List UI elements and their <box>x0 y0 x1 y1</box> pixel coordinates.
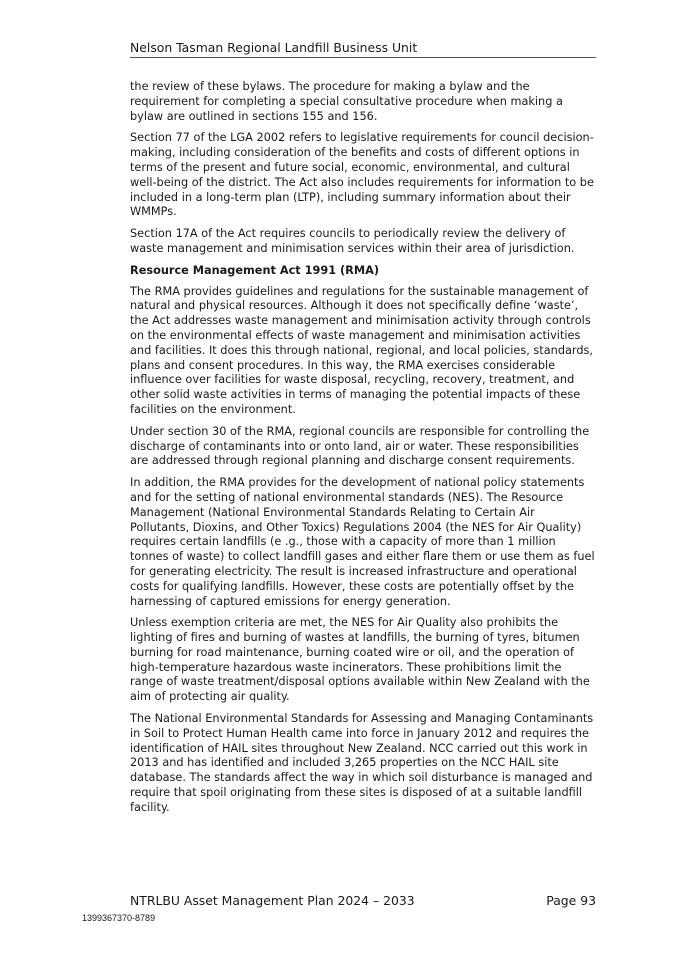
page-header <box>130 40 596 58</box>
header-title: Nelson Tasman Regional Landfill Business Unit <box>130 40 418 55</box>
document-body <box>130 80 596 823</box>
paragraph-air-quality: Unless exemption criteria are met, the NES for Air Quality also prohibits the lighting of fires and burning of wastes at landfills, the burning of tyres, bitumen burning for road maintenance, burning coated wire or oil, and the operation of high-temperature hazardous waste incinerators. These prohibitions limit the range of waste treatment/disposal options available within New Zealand with the aim of protecting air quality. <box>130 616 590 704</box>
page-footer <box>130 893 596 909</box>
paragraph-nes: In addition, the RMA provides for the development of national policy statements and for the setting of national environmental standards (NES). The Resource Management (National Environmental Standards Relating to Certain Air Pollutants, Dioxins, and Other Toxics) Regulations 2004 (the NES for Air Quality) requires certain landfills (e .g., those with a capacity of more than 1 million tonnes of waste) to collect landfill gases and either flare them or use them as fuel for generating electricity. The result is increased infrastructure and operational costs for qualifying landfills. However, these costs are potentially offset by the harnessing of captured emissions for energy generation. <box>130 476 595 608</box>
document-id: 1399367370-8789 <box>82 913 156 923</box>
paragraph-section-17a: Section 17A of the Act requires councils to periodically review the delivery of waste management and minimisation services within their area of jurisdiction. <box>130 227 575 255</box>
paragraph-section-30: Under section 30 of the RMA, regional councils are responsible for controlling the discharge of contaminants into or onto land, air or water. These responsibilities are addressed through regional planning and discharge consent requirements. <box>130 424 590 468</box>
paragraph-contaminants-soil: The National Environmental Standards for Assessing and Managing Contaminants in Soil to Protect Human Health came into force in January 2012 and requires the identification of HAIL sites throughout New Zealand. NCC carried out this work in 2013 and has identified and included 3,265 properties on the NCC HAIL site database. The standards affect the way in which soil disturbance is managed and require that spoil originating from these sites is disposed of at a suitable landfill facility. <box>130 712 594 814</box>
paragraph-rma-overview: The RMA provides guidelines and regulations for the sustainable management of natural and physical resources. Although it does not specifically define ‘waste’, the Act addresses waste management and minimisation activity through controls on the environmental effects of waste management and minimisation activities and facilities. It does this through national, regional, and local policies, standards, plans and consent procedures. In this way, the RMA exercises considerable influence over facilities for waste disposal, recycling, recovery, treatment, and other solid waste activities in terms of managing the potential impacts of these facilities on the environment. <box>130 284 594 416</box>
section-heading-rma: Resource Management Act 1991 (RMA) <box>130 263 379 277</box>
paragraph-section-77: Section 77 of the LGA 2002 refers to legislative requirements for council decision-making, including consideration of the benefits and costs of different options in terms of the present and future social, economic, environmental, and cultural well-being of the district. The Act also includes requirements for information to be included in a long-term plan (LTP), including summary information about their WMMPs. <box>130 131 594 219</box>
paragraph-bylaws: the review of these bylaws. The procedure for making a bylaw and the requirement for completing a special consultative procedure when making a bylaw are outlined in sections 155 and 156. <box>130 80 563 123</box>
page-number: Page 93 <box>546 893 596 908</box>
footer-document-title: NTRLBU Asset Management Plan 2024 – 2033 <box>130 893 415 908</box>
